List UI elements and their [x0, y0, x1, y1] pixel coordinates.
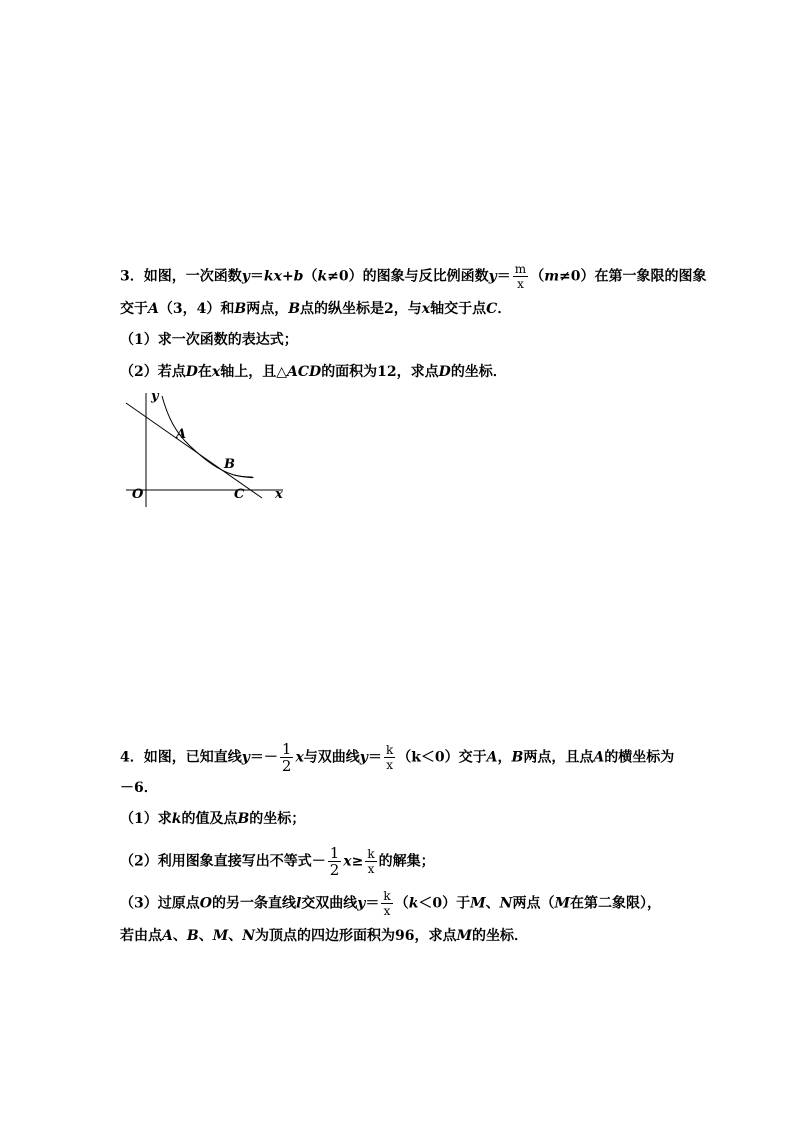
q3-text: 的坐标．	[450, 364, 507, 380]
hyperbola-tail	[234, 475, 252, 477]
q3-text: ≠0）的图象与反比例函数	[327, 268, 489, 285]
q4-text: 的解集；	[378, 853, 435, 870]
point-b: B	[234, 301, 247, 317]
denominator: 2	[281, 757, 292, 775]
point-b: B	[288, 301, 301, 317]
point-m: M	[456, 928, 472, 944]
paren: （	[394, 895, 409, 912]
var-x: x	[211, 364, 221, 380]
q4-text: （1）求	[120, 811, 172, 827]
q4-text: （k＜0）交于	[397, 749, 487, 766]
paren: （	[303, 268, 318, 285]
separator: 、	[198, 928, 213, 944]
var-x: x	[421, 301, 431, 317]
q3-number: 3．	[120, 268, 144, 285]
q4-text: 与双曲线	[303, 749, 360, 766]
q4-text: 两点，且点	[523, 749, 594, 766]
q4-sub1	[120, 809, 305, 829]
q3-text: （3，4）和	[158, 301, 235, 317]
label-b: B	[224, 457, 235, 472]
q4-text: 的坐标．	[472, 928, 528, 944]
label-o: O	[132, 487, 144, 502]
point-c: C	[486, 301, 498, 317]
var-k: k	[317, 268, 328, 285]
q3-text: 交于	[120, 301, 148, 317]
q4-text: 交双曲线	[301, 895, 358, 912]
var-y: y	[488, 268, 497, 285]
q3-text: 如图，一次函数	[143, 268, 242, 285]
q3-text: 两点，	[246, 301, 289, 317]
paren: （	[530, 268, 545, 285]
q3-text: 在	[197, 364, 212, 380]
point-b: B	[237, 811, 250, 827]
equals: ＝	[365, 895, 380, 912]
var-x: x	[295, 749, 304, 766]
point-b: B	[186, 928, 199, 944]
q3-figure	[118, 388, 293, 510]
fraction-one-half	[328, 845, 342, 878]
label-y: y	[151, 389, 159, 404]
q3-text: 轴上，且△	[220, 364, 288, 380]
numerator: 1	[281, 740, 292, 758]
denominator: x	[383, 904, 391, 918]
separator: 、	[228, 928, 243, 944]
equals-minus: ＝－	[249, 749, 278, 766]
denominator: x	[517, 277, 524, 291]
q4-text: 的另一条直线	[211, 895, 296, 912]
point-a: A	[486, 749, 498, 766]
equals: ＝	[249, 268, 264, 285]
q3-line-1	[120, 262, 707, 291]
separator: 、	[485, 895, 500, 912]
period: ．	[497, 301, 512, 317]
expr-kxb: kx+b	[263, 268, 304, 285]
fraction-k-over-x	[381, 889, 392, 918]
fraction-k-over-x	[384, 743, 395, 772]
q4-text: 在第二象限），	[569, 895, 661, 912]
point-n: N	[242, 928, 256, 944]
point-n: N	[499, 895, 513, 912]
var-y: y	[241, 268, 250, 285]
point-m: M	[554, 895, 570, 912]
q4-sub2	[120, 845, 435, 878]
equals: ＝	[496, 268, 511, 285]
var-k: k	[408, 895, 419, 912]
label-a: A	[176, 427, 187, 442]
point-a: A	[148, 301, 159, 317]
denominator: x	[367, 862, 375, 876]
separator: 、	[172, 928, 187, 944]
q4-line-2: －6．	[120, 780, 158, 796]
point-a: A	[593, 749, 605, 766]
q3-text: （2）若点	[120, 364, 186, 380]
q3-figure-svg	[118, 388, 293, 510]
denominator: x	[386, 758, 393, 772]
q3-text: 点的纵坐标是2，与	[300, 301, 422, 317]
denominator: 2	[329, 861, 340, 879]
q4-last	[120, 926, 528, 946]
numerator: 1	[329, 844, 340, 862]
numerator: k	[383, 889, 391, 903]
numerator: k	[367, 847, 375, 861]
point-d: D	[185, 364, 198, 380]
fraction-one-half	[280, 741, 294, 774]
fraction-m-over-x	[513, 262, 528, 291]
q4-text: 为顶点的四边形面积为96，求点	[255, 928, 457, 944]
numerator: m	[514, 262, 527, 276]
var-y: y	[241, 749, 250, 766]
point-m: M	[212, 928, 229, 944]
q4-text: 的坐标；	[249, 811, 306, 827]
point-m: M	[470, 895, 486, 912]
q4-text: 的值及点	[181, 811, 238, 827]
q4-text: 的横坐标为	[604, 749, 675, 766]
q4-text: （3）过原点	[120, 895, 200, 912]
q4-text: 如图，已知直线	[143, 749, 242, 766]
triangle-acd: ACD	[287, 364, 322, 380]
point-d: D	[438, 364, 451, 380]
q4-number: 4．	[120, 749, 144, 766]
q3-text: ≠0）在第一象限的图象	[559, 268, 707, 285]
var-y: y	[359, 749, 368, 766]
label-c: C	[234, 487, 245, 502]
fraction-k-over-x	[365, 847, 376, 876]
q4-text: 两点（	[512, 895, 555, 912]
q4-text: （2）利用图象直接写出不等式－	[120, 853, 326, 870]
point-o: O	[199, 895, 212, 912]
equals: ＝	[367, 749, 382, 766]
geq-sign: ≥	[351, 853, 364, 870]
var-x: x	[343, 853, 352, 870]
q4-text: 若由点	[120, 928, 162, 944]
q3-sub2	[120, 362, 507, 382]
label-x: x	[275, 487, 283, 502]
q4-line-1	[120, 741, 674, 774]
var-k: k	[171, 811, 182, 827]
numerator: k	[385, 743, 394, 757]
var-y: y	[357, 895, 366, 912]
q3-line-2	[120, 299, 511, 319]
line-l: l	[295, 895, 302, 912]
q3-sub1: （1）求一次函数的表达式；	[120, 332, 298, 348]
q3-text: 的面积为12，求点	[321, 364, 439, 380]
q3-text: 轴交于点	[430, 301, 487, 317]
point-b: B	[511, 749, 524, 766]
comma: ，	[497, 749, 512, 766]
q4-text: ＜0）于	[418, 895, 471, 912]
q4-sub3	[120, 889, 661, 918]
point-a: A	[162, 928, 173, 944]
var-m: m	[544, 268, 560, 285]
